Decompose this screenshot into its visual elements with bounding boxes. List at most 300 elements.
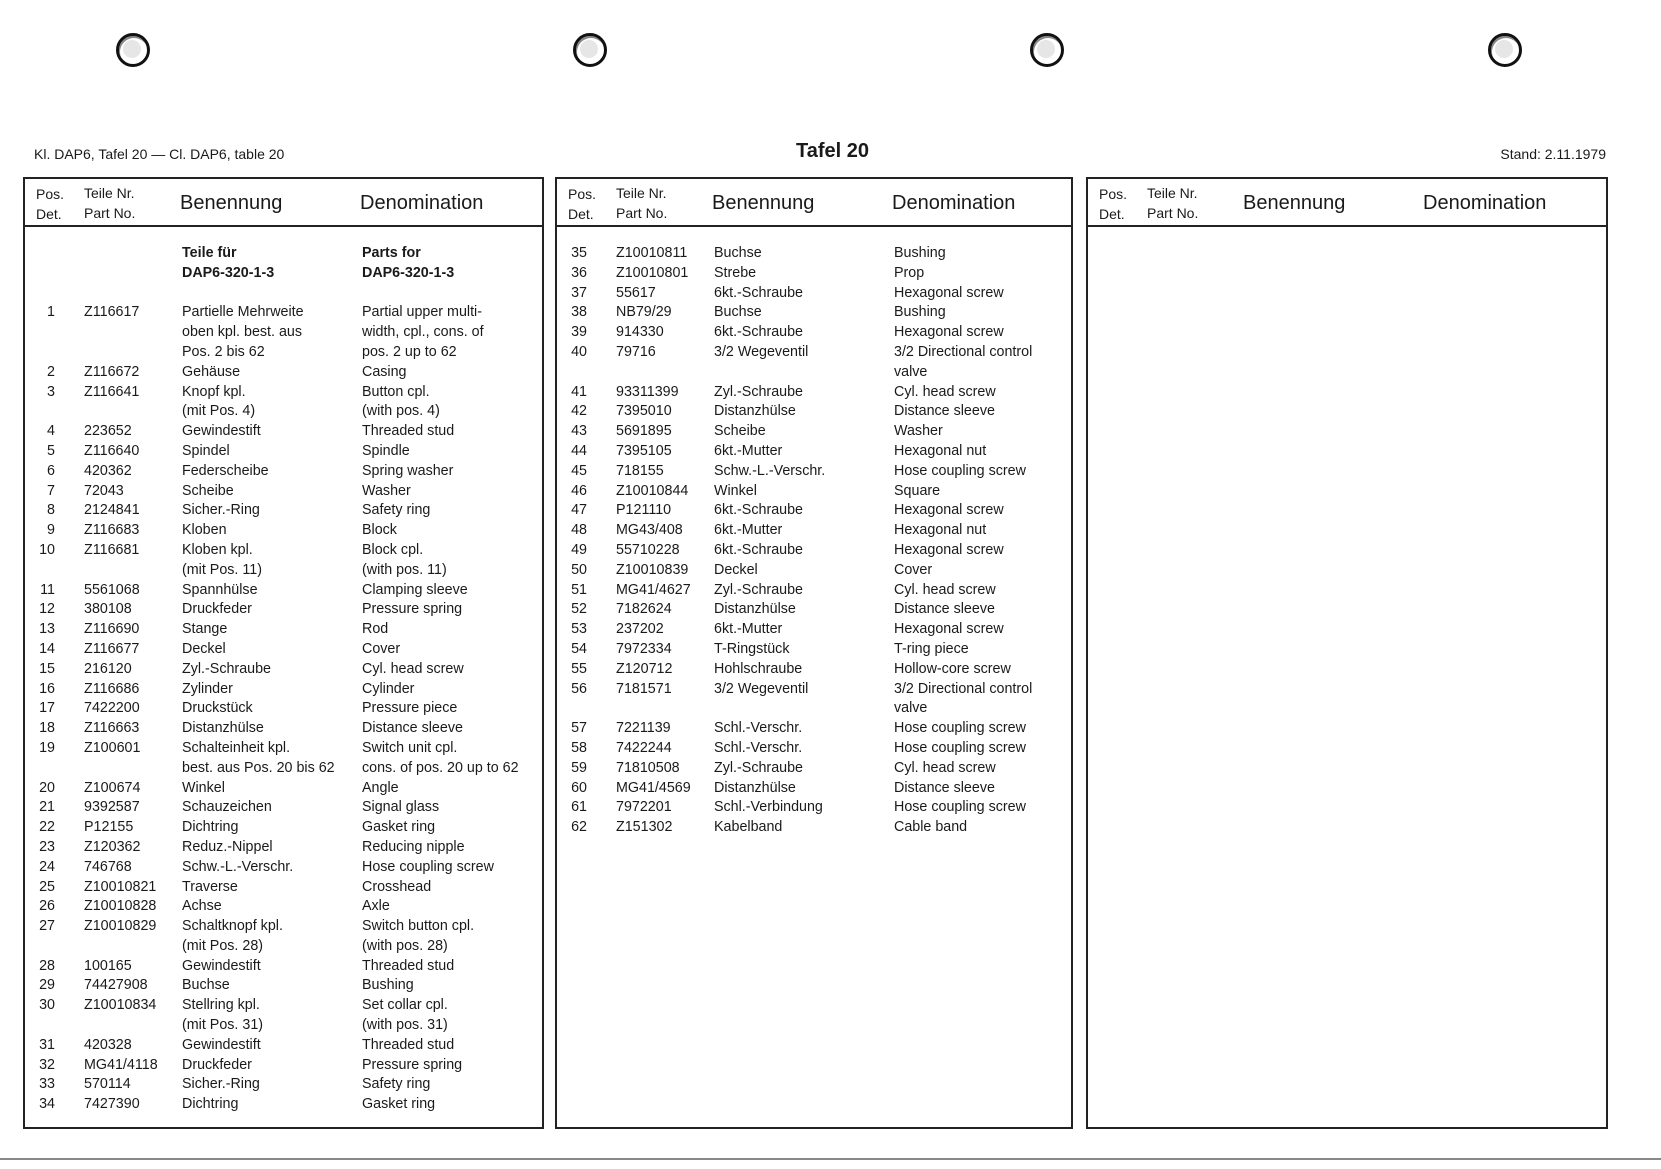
- denomination-cell: Spring washer: [362, 462, 454, 479]
- page-title: Tafel 20: [796, 140, 869, 162]
- benennung-cell: Stellring kpl.: [182, 997, 260, 1014]
- part-no-cell: Z10010834: [84, 997, 157, 1014]
- part-no-cell: 9392587: [84, 799, 140, 816]
- benennung-cell: Buchse: [182, 977, 230, 994]
- part-no-cell: Z10010828: [84, 898, 157, 915]
- benennung-cell: Stange: [182, 621, 228, 638]
- denomination-cell: Button cpl.: [362, 383, 430, 400]
- table-row: [557, 600, 1071, 620]
- benennung-cell: 6kt.-Schraube: [714, 324, 804, 341]
- benennung-cell: (mit Pos. 11): [182, 561, 262, 578]
- table-row: [557, 363, 1071, 383]
- pos-cell: 58: [571, 739, 587, 756]
- table-row: [25, 323, 542, 343]
- benennung-column-header: Benennung: [1243, 192, 1346, 214]
- pos-cell: 9: [47, 522, 55, 539]
- pos-cell: 40: [571, 343, 587, 360]
- pos-cell: 45: [571, 462, 587, 479]
- denomination-cell: Hexagonal nut: [894, 442, 987, 459]
- punch-hole-icon: [116, 33, 150, 67]
- denomination-cell: Distance sleeve: [362, 720, 463, 737]
- punch-hole-icon: [1030, 33, 1064, 67]
- table-row: [557, 521, 1071, 541]
- pos-cell: 4: [47, 423, 55, 440]
- part-no-cell: 55710228: [616, 541, 680, 558]
- table-row: [25, 798, 542, 818]
- pos-cell: 44: [571, 442, 587, 459]
- table-row: [25, 1016, 542, 1036]
- benennung-cell: Schaltknopf kpl.: [182, 918, 283, 935]
- part-no-cell: Z116640: [84, 442, 140, 459]
- part-no-cell: 72043: [84, 482, 124, 499]
- part-no-cell: Z100674: [84, 779, 141, 796]
- pos-cell: 37: [571, 284, 587, 301]
- pos-cell: 22: [39, 819, 55, 836]
- pos-cell: 2: [47, 363, 55, 380]
- denomination-cell: Hexagonal screw: [894, 502, 1004, 519]
- pos-cell: 18: [39, 720, 55, 737]
- table-row: [25, 442, 542, 462]
- part-no-cell: 5691895: [616, 423, 672, 440]
- denomination-cell: (with pos. 31): [362, 1017, 448, 1034]
- part-no-cell: 7422244: [616, 739, 672, 756]
- benennung-cell: Winkel: [714, 482, 757, 499]
- denomination-cell: Hose coupling screw: [894, 799, 1026, 816]
- part-no-cell: Z116641: [84, 383, 140, 400]
- table-row: [25, 501, 542, 521]
- part-no-cell: Z120712: [616, 660, 673, 677]
- table-row: [25, 660, 542, 680]
- part-no-cell: Z10010821: [84, 878, 157, 895]
- part-no-cell: 55617: [616, 284, 656, 301]
- pos-cell: 20: [39, 779, 55, 796]
- denomination-column-header: Denomination: [360, 192, 484, 214]
- table-row: [25, 680, 542, 700]
- table-row: [25, 561, 542, 581]
- benennung-cell: Strebe: [714, 264, 757, 281]
- pos-cell: 27: [39, 918, 55, 935]
- table-row: [557, 323, 1071, 343]
- benennung-cell: Schw.-L.-Verschr.: [182, 858, 294, 875]
- benennung-cell: Hohlschraube: [714, 660, 803, 677]
- table-row: [25, 759, 542, 779]
- table-row: [25, 640, 542, 660]
- benennung-cell: Gehäuse: [182, 363, 241, 380]
- table-row: [557, 640, 1071, 660]
- denomination-cell: Spindle: [362, 442, 410, 459]
- benennung-cell: Schl.-Verschr.: [714, 720, 803, 737]
- denomination-cell: Washer: [362, 482, 411, 499]
- part-no-cell: 380108: [84, 601, 132, 618]
- part-no-cell: Z10010844: [616, 482, 689, 499]
- part-no-cell: 7182624: [616, 601, 672, 618]
- denomination-cell: Prop: [894, 264, 925, 281]
- table-row: [557, 284, 1071, 304]
- pos-cell: 62: [571, 819, 587, 836]
- denomination-cell: Distance sleeve: [894, 403, 995, 420]
- benennung-cell: Deckel: [714, 561, 758, 578]
- part-no-cell: 718155: [616, 462, 664, 479]
- part-no-cell: Z10010839: [616, 561, 689, 578]
- pos-cell: 61: [571, 799, 587, 816]
- table-row: [25, 482, 542, 502]
- benennung-cell: 6kt.-Schraube: [714, 284, 804, 301]
- benennung-cell: Buchse: [714, 304, 762, 321]
- table-row: [25, 521, 542, 541]
- benennung-cell: 6kt.-Mutter: [714, 621, 783, 638]
- part-no-cell: Z120362: [84, 838, 141, 855]
- denomination-cell: (with pos. 11): [362, 561, 447, 578]
- denomination-cell: Bushing: [362, 977, 414, 994]
- denomination-cell: Threaded stud: [362, 957, 455, 974]
- table-row: [557, 759, 1071, 779]
- pos-cell: 41: [571, 383, 587, 400]
- pos-cell: 30: [39, 997, 55, 1014]
- denomination-cell: Switch button cpl.: [362, 918, 475, 935]
- denomination-cell: valve: [894, 363, 928, 380]
- denomination-cell: Set collar cpl.: [362, 997, 448, 1014]
- pos-cell: 8: [47, 502, 55, 519]
- benennung-cell: Winkel: [182, 779, 225, 796]
- benennung-cell: Distanzhülse: [714, 403, 796, 420]
- part-no-cell: MG41/4569: [616, 779, 691, 796]
- part-no-cell: 2124841: [84, 502, 140, 519]
- denomination-cell: Washer: [894, 423, 943, 440]
- table-row: [25, 264, 542, 284]
- table-row: [557, 541, 1071, 561]
- part-no-cell: 7395010: [616, 403, 672, 420]
- denomination-cell: Cable band: [894, 819, 968, 836]
- part-no-cell: 570114: [84, 1076, 131, 1093]
- pos-cell: 7: [47, 482, 55, 499]
- part-no-cell: 100165: [84, 957, 132, 974]
- denomination-cell: Switch unit cpl.: [362, 739, 458, 756]
- table-row: [25, 957, 542, 977]
- denomination-cell: DAP6-320-1-3: [362, 264, 455, 281]
- benennung-cell: Gewindestift: [182, 423, 261, 440]
- table-row: [557, 660, 1071, 680]
- denomination-cell: Pressure spring: [362, 1056, 463, 1073]
- denomination-cell: Square: [894, 482, 941, 499]
- benennung-cell: Zylinder: [182, 680, 233, 697]
- benennung-cell: Scheibe: [182, 482, 234, 499]
- denomination-cell: Axle: [362, 898, 390, 915]
- pos-cell: 24: [39, 858, 55, 875]
- table-row: [25, 858, 542, 878]
- part-no-cell: 420328: [84, 1036, 132, 1053]
- benennung-cell: Scheibe: [714, 423, 766, 440]
- pos-cell: 49: [571, 541, 587, 558]
- table-row: [25, 343, 542, 363]
- part-no-cell: 7221139: [616, 720, 671, 737]
- denomination-cell: Threaded stud: [362, 1036, 455, 1053]
- part-no-cell: 746768: [84, 858, 132, 875]
- benennung-cell: Spindel: [182, 442, 230, 459]
- pos-column-header: Pos. Det.: [568, 186, 597, 222]
- benennung-cell: 6kt.-Schraube: [714, 541, 804, 558]
- part-no-column-header: Teile Nr. Part No.: [84, 185, 136, 221]
- table-row: [25, 462, 542, 482]
- pos-cell: 42: [571, 403, 587, 420]
- table-row: [557, 501, 1071, 521]
- denomination-cell: Hose coupling screw: [894, 462, 1026, 479]
- pos-cell: 31: [39, 1036, 55, 1053]
- pos-cell: 19: [39, 739, 55, 756]
- parts-table-panel-2: [555, 177, 1073, 1129]
- part-no-cell: MG41/4627: [616, 581, 691, 598]
- benennung-cell: Dichtring: [182, 819, 239, 836]
- denomination-cell: Cover: [362, 640, 401, 657]
- part-no-cell: Z116681: [84, 541, 140, 558]
- table-row: [557, 818, 1071, 838]
- table-row: [25, 996, 542, 1016]
- table-row: [25, 303, 542, 323]
- table-row: [557, 798, 1071, 818]
- denomination-cell: T-ring piece: [894, 640, 969, 657]
- pos-cell: 23: [39, 838, 55, 855]
- denomination-cell: Signal glass: [362, 799, 440, 816]
- table-row: [557, 442, 1071, 462]
- punch-hole-icon: [1488, 33, 1522, 67]
- table-row: [25, 402, 542, 422]
- benennung-cell: oben kpl. best. aus: [182, 324, 303, 341]
- table-row: [25, 937, 542, 957]
- pos-cell: 3: [47, 383, 55, 400]
- table-row: [557, 482, 1071, 502]
- denomination-cell: Distance sleeve: [894, 779, 995, 796]
- table-body: [1088, 227, 1606, 244]
- part-no-cell: 71810508: [616, 759, 680, 776]
- benennung-cell: 6kt.-Mutter: [714, 442, 783, 459]
- denomination-cell: pos. 2 up to 62: [362, 343, 457, 360]
- part-no-cell: 7972201: [616, 799, 672, 816]
- pos-cell: 12: [39, 601, 55, 618]
- denomination-cell: Threaded stud: [362, 423, 455, 440]
- part-no-cell: 223652: [84, 423, 132, 440]
- denomination-cell: Block: [362, 522, 397, 539]
- benennung-cell: Druckfeder: [182, 601, 252, 618]
- denomination-cell: Cyl. head screw: [362, 660, 464, 677]
- pos-column-header: Pos. Det.: [1099, 186, 1128, 222]
- pos-cell: 25: [39, 878, 55, 895]
- table-row: [557, 779, 1071, 799]
- parts-table-panel-3: [1086, 177, 1608, 1129]
- denomination-cell: Cyl. head screw: [894, 581, 996, 598]
- denomination-cell: Clamping sleeve: [362, 581, 468, 598]
- pos-cell: 17: [39, 700, 55, 717]
- benennung-cell: Distanzhülse: [182, 720, 264, 737]
- part-no-cell: 7395105: [616, 442, 672, 459]
- benennung-cell: Druckfeder: [182, 1056, 252, 1073]
- pos-cell: 13: [39, 621, 55, 638]
- pos-cell: 38: [571, 304, 587, 321]
- denomination-cell: 3/2 Directional control: [894, 680, 1033, 697]
- part-no-cell: 93311399: [616, 383, 679, 400]
- pos-cell: 29: [39, 977, 55, 994]
- denomination-cell: Distance sleeve: [894, 601, 995, 618]
- table-row: [25, 1056, 542, 1076]
- pos-cell: 11: [40, 581, 55, 598]
- denomination-cell: Safety ring: [362, 502, 431, 519]
- pos-cell: 32: [39, 1056, 55, 1073]
- part-no-cell: Z10010829: [84, 918, 157, 935]
- table-row: [25, 917, 542, 937]
- pos-cell: 6: [47, 462, 55, 479]
- benennung-cell: Schalteinheit kpl.: [182, 739, 291, 756]
- table-row: [25, 838, 542, 858]
- table-row: [25, 818, 542, 838]
- pos-cell: 51: [571, 581, 587, 598]
- benennung-cell: Kabelband: [714, 819, 783, 836]
- benennung-cell: Kloben kpl.: [182, 541, 253, 558]
- denomination-cell: Partial upper multi-: [362, 304, 482, 321]
- table-row: [557, 303, 1071, 323]
- denomination-cell: Hexagonal screw: [894, 621, 1004, 638]
- table-row: [25, 383, 542, 403]
- denomination-cell: Block cpl.: [362, 541, 424, 558]
- table-header: [25, 179, 542, 227]
- table-row: [557, 620, 1071, 640]
- pos-cell: 54: [571, 640, 587, 657]
- benennung-cell: Sicher.-Ring: [182, 502, 260, 519]
- benennung-cell: Druckstück: [182, 700, 253, 717]
- denomination-cell: Angle: [362, 779, 399, 796]
- pos-cell: 28: [39, 957, 55, 974]
- pos-cell: 53: [571, 621, 587, 638]
- table-row: [25, 1036, 542, 1056]
- denomination-cell: Gasket ring: [362, 819, 436, 836]
- benennung-cell: best. aus Pos. 20 bis 62: [182, 759, 335, 776]
- benennung-cell: Federscheibe: [182, 462, 269, 479]
- part-no-cell: 7422200: [84, 700, 140, 717]
- part-no-cell: Z10010811: [616, 245, 688, 261]
- pos-cell: 60: [571, 779, 587, 796]
- pos-cell: 35: [571, 245, 587, 261]
- table-row: [25, 244, 542, 264]
- part-no-cell: MG43/408: [616, 522, 683, 539]
- table-row: [25, 422, 542, 442]
- benennung-cell: Dichtring: [182, 1096, 239, 1113]
- benennung-cell: Sicher.-Ring: [182, 1076, 260, 1093]
- denomination-cell: Cylinder: [362, 680, 415, 697]
- denomination-cell: cons. of pos. 20 up to 62: [362, 759, 519, 776]
- table-row: [557, 739, 1071, 759]
- denomination-cell: Cover: [894, 561, 933, 578]
- denomination-cell: Hose coupling screw: [894, 720, 1026, 737]
- part-no-cell: 914330: [616, 324, 664, 341]
- table-row: [557, 264, 1071, 284]
- part-no-cell: 79716: [616, 343, 656, 360]
- part-no-cell: 74427908: [84, 977, 148, 994]
- table-body: [557, 227, 1071, 838]
- table-row: [25, 779, 542, 799]
- part-no-cell: P121110: [616, 502, 672, 519]
- benennung-cell: Partielle Mehrweite: [182, 304, 304, 321]
- part-no-cell: Z116690: [84, 621, 140, 638]
- table-row: [557, 581, 1071, 601]
- benennung-cell: Kloben: [182, 522, 227, 539]
- denomination-cell: Hexagonal nut: [894, 522, 987, 539]
- benennung-cell: Schauzeichen: [182, 799, 272, 816]
- table-row: [25, 284, 542, 304]
- parts-table-panel-1: [23, 177, 544, 1129]
- denomination-cell: Gasket ring: [362, 1096, 436, 1113]
- benennung-cell: Deckel: [182, 640, 226, 657]
- benennung-cell: Zyl.-Schraube: [714, 383, 803, 400]
- benennung-cell: Achse: [182, 898, 222, 915]
- table-row: [25, 719, 542, 739]
- table-row: [25, 581, 542, 601]
- pos-cell: 33: [39, 1076, 55, 1093]
- part-no-cell: Z100601: [84, 739, 141, 756]
- part-no-cell: Z116686: [84, 680, 140, 697]
- denomination-cell: 3/2 Directional control: [894, 343, 1033, 360]
- denomination-cell: Hexagonal screw: [894, 284, 1004, 301]
- table-header: [557, 179, 1071, 227]
- part-no-cell: NB79/29: [616, 304, 672, 321]
- pos-cell: 46: [571, 482, 587, 499]
- benennung-cell: T-Ringstück: [714, 640, 790, 657]
- part-no-cell: 7181571: [616, 680, 672, 697]
- table-row: [25, 976, 542, 996]
- denomination-cell: width, cpl., cons. of: [362, 324, 484, 341]
- benennung-cell: Zyl.-Schraube: [182, 660, 271, 677]
- benennung-cell: Distanzhülse: [714, 601, 796, 618]
- benennung-column-header: Benennung: [712, 192, 815, 214]
- table-row: [25, 363, 542, 383]
- table-body: [25, 227, 542, 1115]
- pos-cell: 14: [39, 640, 55, 657]
- benennung-cell: DAP6-320-1-3: [182, 264, 275, 281]
- benennung-cell: Reduz.-Nippel: [182, 838, 273, 855]
- table-row: [557, 462, 1071, 482]
- pos-cell: 36: [571, 264, 587, 281]
- benennung-cell: (mit Pos. 31): [182, 1017, 264, 1034]
- part-no-cell: 237202: [616, 621, 664, 638]
- benennung-cell: Schl.-Verbindung: [714, 799, 823, 816]
- benennung-cell: 6kt.-Mutter: [714, 522, 783, 539]
- table-row: [557, 244, 1071, 264]
- pos-cell: 21: [39, 799, 55, 816]
- denomination-cell: (with pos. 28): [362, 937, 448, 954]
- table-row: [557, 719, 1071, 739]
- denomination-cell: Pressure piece: [362, 700, 458, 717]
- benennung-cell: Knopf kpl.: [182, 383, 246, 400]
- benennung-cell: 3/2 Wegeventil: [714, 343, 809, 360]
- page-bottom-rule: [0, 1158, 1661, 1160]
- punch-hole-icon: [573, 33, 607, 67]
- table-row: [25, 1075, 542, 1095]
- denomination-cell: Hose coupling screw: [894, 739, 1026, 756]
- part-no-cell: Z151302: [616, 819, 673, 836]
- table-row: [25, 897, 542, 917]
- benennung-cell: Distanzhülse: [714, 779, 796, 796]
- table-row: [557, 699, 1071, 719]
- benennung-cell: Spannhülse: [182, 581, 258, 598]
- table-row: [557, 402, 1071, 422]
- denomination-cell: Parts for: [362, 245, 421, 261]
- part-no-cell: MG41/4118: [84, 1056, 158, 1073]
- denomination-cell: Rod: [362, 621, 389, 638]
- benennung-cell: Zyl.-Schraube: [714, 759, 803, 776]
- table-row: [557, 422, 1071, 442]
- benennung-cell: (mit Pos. 28): [182, 937, 264, 954]
- denomination-cell: valve: [894, 700, 928, 717]
- part-no-cell: 7427390: [84, 1096, 140, 1113]
- denomination-column-header: Denomination: [1423, 192, 1547, 214]
- benennung-cell: Gewindestift: [182, 957, 261, 974]
- part-no-cell: 420362: [84, 462, 132, 479]
